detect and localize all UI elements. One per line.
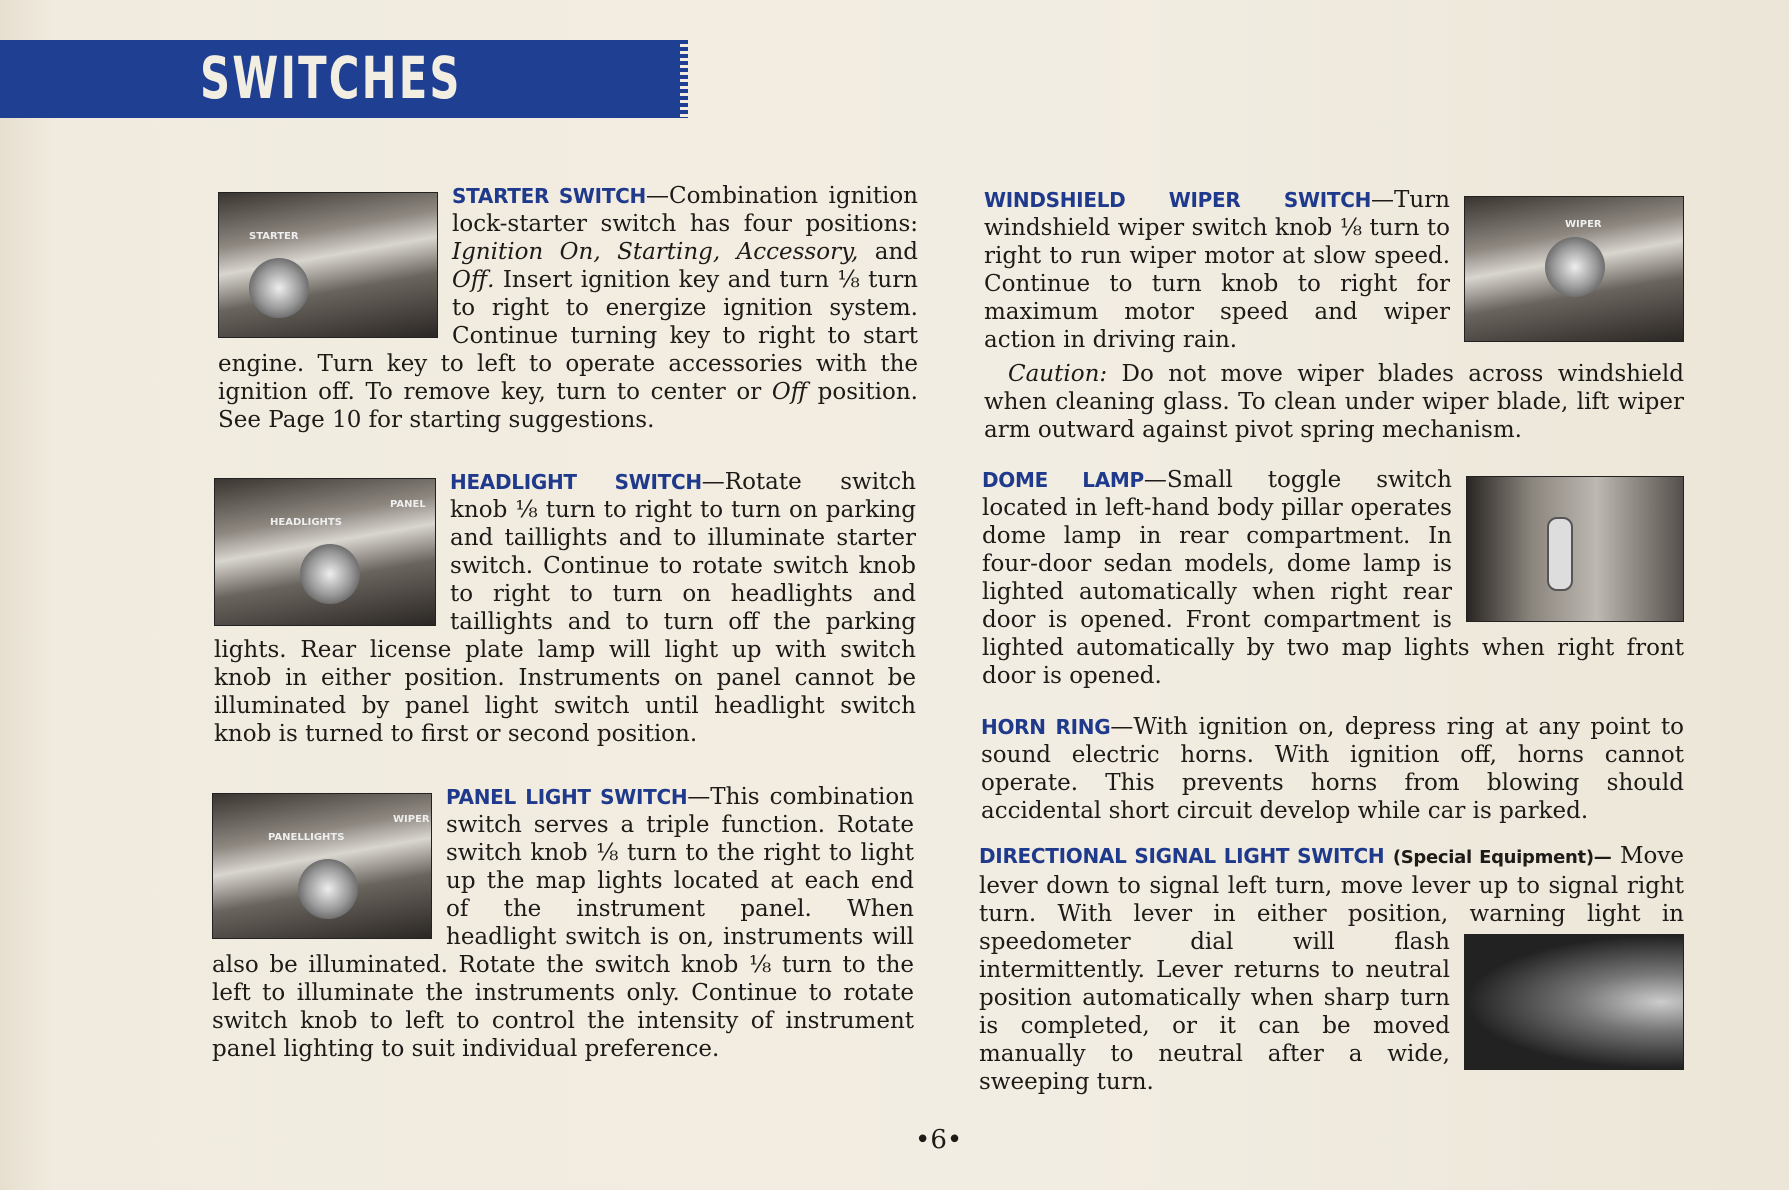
caution-label: Caution:	[1008, 361, 1108, 387]
body-text: Off.	[452, 267, 495, 293]
photo-label: WIPER	[393, 814, 430, 825]
special-equipment-note: (Special Equipment)—	[1392, 847, 1612, 868]
headlight-switch-photo	[214, 478, 436, 626]
page-number: •6•	[915, 1125, 963, 1155]
wiper-switch-photo	[1464, 196, 1684, 342]
body-text: Do not move wiper blades across windshield when cleaning glass. To clean under wiper blade, lift wiper arm outward against pivot spring mechanism.	[984, 361, 1684, 443]
section-heading: WINDSHIELD WIPER SWITCH	[984, 188, 1372, 212]
headlight-switch-section	[214, 468, 916, 748]
body-text: —Small toggle switch located in left-hand body pillar operates dome lamp in rear compartment. In four-door sedan models, dome lamp is lighted automatically when right rear door is opened. Front compartment is lighted automatically by two map lights when right front door is opened.	[982, 467, 1684, 689]
dome-lamp-photo	[1466, 476, 1684, 622]
body-text: and	[858, 239, 919, 265]
section-heading: STARTER SWITCH	[452, 184, 646, 208]
section-heading: HORN RING	[981, 715, 1111, 739]
section-banner	[0, 40, 680, 118]
body-text: —With ignition on, depress ring at any point to sound electric horns. With ignition off, horns cannot operate. This prevents horns from blowing should accidental short circuit develop while car is parked.	[981, 714, 1684, 824]
starter-switch-photo	[218, 192, 438, 338]
photo-label: PANEL	[390, 499, 426, 510]
body-text: —Combination ignition lock-starter switch has four positions:	[452, 183, 918, 237]
body-text: Ignition On, Starting, Accessory,	[452, 239, 859, 265]
panel-light-switch-section	[212, 783, 914, 1063]
panel-light-switch-photo	[212, 793, 432, 939]
body-text: Insert ignition key and turn ⅛ turn to right to energize ignition system. Continue turning key to right to start engine. Turn key to left to operate accessories with the ignition off. To remove key, turn to center or	[218, 267, 918, 405]
body-text: speedometer dial will flash intermittently. Lever returns to neutral position automatically when sharp turn is completed, or it can be moved manually to neutral after a wide, sweeping turn.	[979, 929, 1450, 1095]
wiper-switch-section	[984, 186, 1684, 444]
body-text: —This combination switch serves a triple function. Rotate switch knob ⅛ turn to the right to light up the map lights located at each end of the instrument panel. When headlight switch is on, instruments will also be illuminated. Rotate the switch knob ⅛ turn to the left to illuminate the instruments only. Continue to rotate switch knob to left to control the intensity of instrument panel lighting to suit individual preference.	[212, 784, 915, 1062]
section-heading: PANEL LIGHT SWITCH	[446, 785, 688, 809]
photo-label: STARTER	[249, 231, 299, 242]
page-title: SWITCHES	[200, 44, 462, 112]
photo-label: HEADLIGHTS	[270, 517, 342, 528]
section-heading: HEADLIGHT SWITCH	[450, 470, 702, 494]
photo-label: PANELLIGHTS	[268, 832, 345, 843]
caution-paragraph	[984, 354, 1684, 444]
directional-signal-photo	[1464, 934, 1684, 1070]
body-text: Off	[771, 379, 808, 405]
photo-label: WIPER	[1565, 219, 1602, 230]
body-text: Move lever down to signal left turn, move lever up to signal right turn. With lever in either position, warning light in	[979, 843, 1685, 927]
body-text: position. See Page 10 for starting suggestions.	[218, 379, 918, 433]
section-heading: DIRECTIONAL SIGNAL LIGHT SWITCH	[979, 844, 1385, 868]
body-text: —Turn windshield wiper switch knob ⅛ turn to right to run wiper motor at slow speed. Continue to turn knob to right for maximum motor speed and wiper action in driving rain.	[984, 187, 1450, 353]
section-heading: DOME LAMP	[982, 468, 1144, 492]
dome-lamp-section	[982, 466, 1684, 690]
body-text: —Rotate switch knob ⅛ turn to right to turn on parking and taillights and to illuminate starter switch. Continue to rotate switch knob to right to turn on headlights and taillights and to turn off the parking lights. Rear license plate lamp will light up with switch knob in either position. Instruments on panel cannot be illuminated by panel light switch until headlight switch knob is turned to first or second position.	[214, 469, 916, 747]
horn-ring-section	[981, 713, 1684, 825]
directional-signal-section	[979, 842, 1684, 1096]
starter-switch-section	[218, 182, 918, 434]
